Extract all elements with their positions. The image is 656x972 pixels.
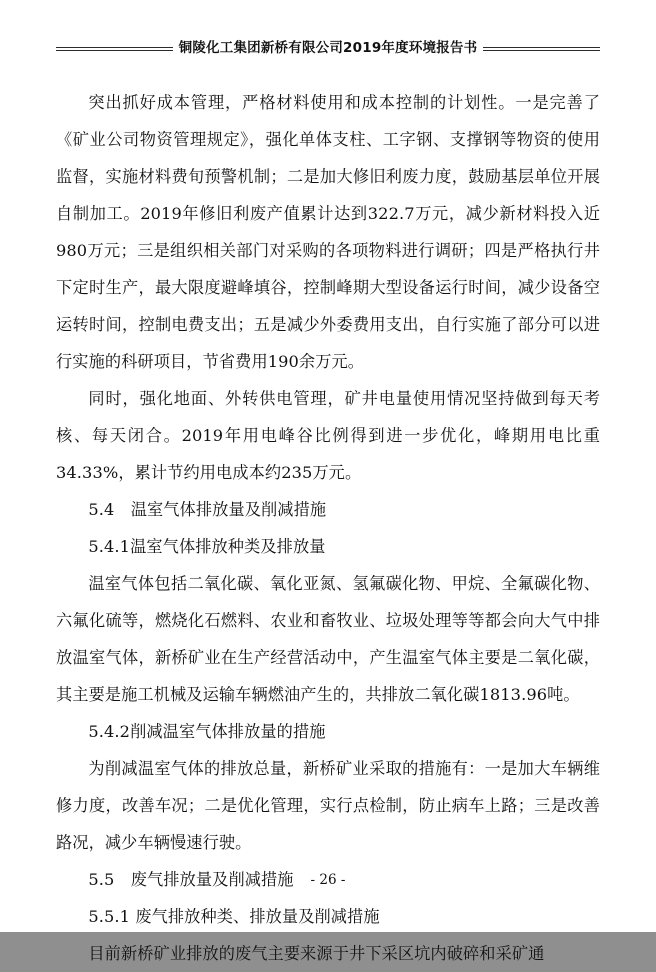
paragraph-power-management: 同时，强化地面、外转供电管理，矿井电量使用情况坚持做到每天考核、每天闭合。2019年用电峰谷比例得到进一步优化，峰期用电比重34.33%，累计节约用电成本约235万元。	[56, 389, 600, 482]
paragraph-waste-gas-source: 目前新桥矿业排放的废气主要来源于井下采区坑内破碎和采矿通	[88, 944, 545, 963]
section-heading-5-5: 5.5 废气排放量及削减措施	[88, 870, 294, 889]
page-header	[56, 36, 600, 62]
document-body	[56, 84, 600, 972]
paragraph-greenhouse-gas-types: 温室气体包括二氧化碳、氧化亚氮、氢氟碳化物、甲烷、全氟碳化物、六氟化硫等，燃烧化石燃料、农业和畜牧业、垃圾处理等等都会向大气中排放温室气体，新桥矿业在生产经营活动中，产生温室气体主要是二氧化碳，其主要是施工机械及运输车辆燃油产生的，共排放二氧化碳1813.96吨。	[56, 574, 600, 704]
section-heading-5-4-2: 5.4.2削减温室气体排放量的措施	[88, 722, 326, 741]
paragraph-cost-management: 突出抓好成本管理，严格材料使用和成本控制的计划性。一是完善了《矿业公司物资管理规定》，强化单体支柱、工字钢、支撑钢等物资的使用监督，实施材料费旬预警机制；二是加大修旧利废力度，鼓励基层单位开展自制加工。2019年修旧利废产值累计达到322.7万元，减少新材料投入近980万元；三是组织相关部门对采购的各项物料进行调研；四是严格执行井下定时生产，最大限度避峰填谷，控制峰期大型设备运行时间，减少设备空运转时间，控制电费支出；五是减少外委费用支出，自行实施了部分可以进行实施的科研项目，节省费用190余万元。	[56, 93, 600, 371]
section-heading-5-4-1: 5.4.1温室气体排放种类及排放量	[88, 537, 326, 556]
section-heading-5-5-1: 5.5.1 废气排放种类、排放量及削减措施	[88, 907, 380, 926]
section-heading-5-4: 5.4 温室气体排放量及削减措施	[88, 500, 327, 519]
paragraph-reduction-measures: 为削减温室气体的排放总量，新桥矿业采取的措施有：一是加大车辆维修力度，改善车况；二是优化管理，实行点检制，防止病车上路；三是改善路况，减少车辆慢速行驶。	[56, 759, 600, 852]
header-title: 铜陵化工集团新桥有限公司2019年度环境报告书	[173, 36, 484, 56]
page-number: - 26 -	[310, 872, 346, 888]
